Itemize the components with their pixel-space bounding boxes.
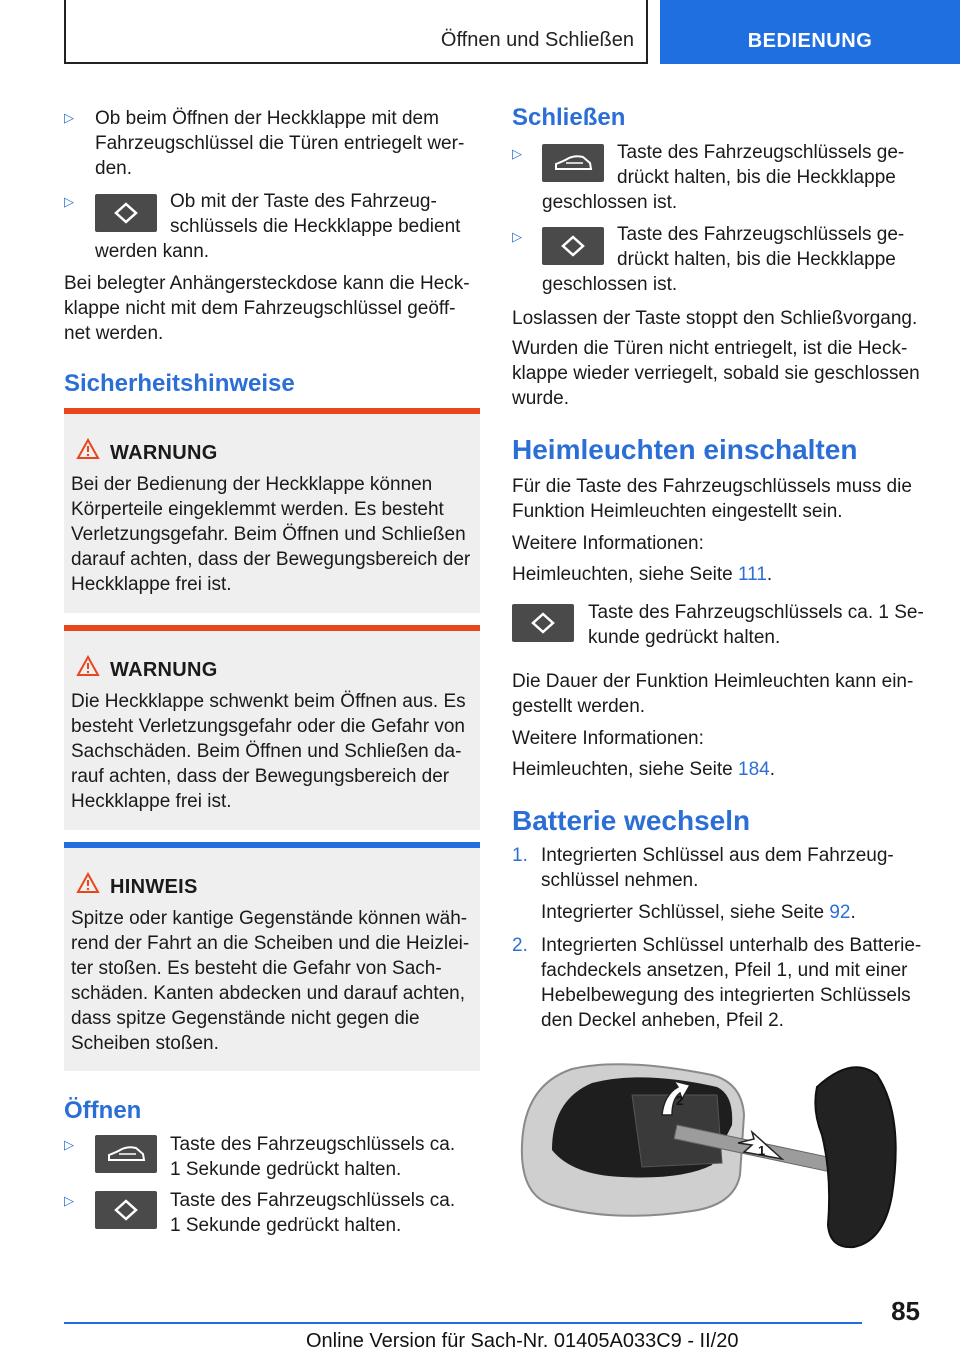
heading-close: Schließen [512,104,626,131]
text-line: Bei der Bedienung der Heckklappe können [71,474,433,495]
step-item [541,933,921,1033]
text-line: schlüssel nehmen. [541,870,699,891]
text-line: klappe nicht mit dem Fahrzeugschlüssel geöff- [64,298,456,319]
text-line: 1 Sekunde gedrückt halten. [170,1159,402,1180]
text-line: Spitze oder kantige Gegenstände können wäh- [71,908,468,929]
diamond-button-icon [542,227,604,265]
text-line: den. [95,158,132,179]
bullet-item [170,189,460,239]
bullet-item [170,1132,455,1182]
text-line: Taste des Fahrzeugschlüssels ca. 1 Se- [588,602,924,623]
text-line: rauf achten, dass der Bewegungsbereich der [71,766,450,787]
text-line: Scheiben stoßen. [71,1033,219,1054]
text-line: ter stoßen. Es besteht die Gefahr von Sach- [71,958,442,979]
heading-homelight: Heimleuchten einschalten [512,434,858,465]
page-link[interactable]: 92 [829,902,851,923]
header-bar [64,0,648,64]
car-button-icon [542,144,604,182]
text-line: Heckklappe frei ist. [71,574,232,595]
text-line: Sachschäden. Beim Öffnen und Schließen da- [71,741,462,762]
text-line: rend der Fahrt an die Scheiben und die Heizlei- [71,933,470,954]
arrow-1-label: 1 [758,1143,766,1158]
text-line: Integrierten Schlüssel aus dem Fahrzeug- [541,845,894,866]
text-line: fachdeckels ansetzen, Pfeil 1, und mit einer [541,960,908,981]
text-line: besteht Verletzungsgefahr oder die Gefahr von [71,716,465,737]
text-line: drückt halten, bis die Heckklappe [617,167,896,188]
text-line: schäden. Kanten abdecken und darauf achten, [71,983,466,1004]
page-reference: Heimleuchten, siehe Seite 184. [512,759,775,780]
page-reference: Heimleuchten, siehe Seite 111. [512,564,773,585]
bullet-triangle-icon: ▷ [512,229,522,244]
text-line: wurde. [512,388,570,409]
diamond-button-icon [95,194,157,232]
text-line: klappe wieder verriegelt, sobald sie geschlossen [512,363,920,384]
text-line: drückt halten, bis die Heckklappe [617,249,896,270]
text-line: Ob mit der Taste des Fahrzeug- [170,191,437,212]
text-line: Bei belegter Anhängersteckdose kann die Heck- [64,273,470,294]
footer-divider [64,1322,862,1324]
paragraph [64,271,470,346]
page-number: 85 [891,1296,920,1326]
step-item [541,843,894,893]
text-line: Integrierten Schlüssel unterhalb des Batterie- [541,935,922,956]
text-line: net werden. [64,323,164,344]
text-line: Körperteile eingeklemmt werden. Es besteht [71,499,444,520]
text-line: gestellt werden. [512,696,646,717]
bullet-item [617,222,904,272]
text-line: Ob beim Öffnen der Heckklappe mit dem [95,108,439,129]
text-line: Verletzungsgefahr. Beim Öffnen und Schließen [71,524,466,545]
bullet-triangle-icon: ▷ [64,110,74,125]
text-line: Für die Taste des Fahrzeugschlüssels muss die [512,476,912,497]
text-line: den Deckel anheben, Pfeil 2. [541,1010,784,1031]
note-box [64,842,480,1071]
key-illustration [512,1055,912,1255]
paragraph [512,336,920,411]
warning-triangle-icon [76,438,100,465]
section-title: Öffnen und Schließen [440,29,634,51]
heading-open: Öffnen [64,1097,142,1124]
note-label: HINWEIS [110,876,198,898]
key-instruction [588,600,924,650]
warning-text [71,472,476,597]
text-line: Taste des Fahrzeugschlüssels ge- [617,142,905,163]
note-text [71,906,476,1056]
text-line: Taste des Fahrzeugschlüssels ca. [170,1190,456,1211]
warning-triangle-icon [76,655,100,682]
text-line: Die Heckklappe schwenkt beim Öffnen aus. Es [71,691,466,712]
text-line: 1 Sekunde gedrückt halten. [170,1215,402,1236]
reference-text: Heimleuchten, siehe Seite [512,564,739,585]
bullet-triangle-icon: ▷ [64,1137,74,1152]
heading-safety: Sicherheitshinweise [64,370,295,397]
page-link[interactable]: 184 [738,759,770,780]
bullet-triangle-icon: ▷ [512,146,522,161]
text-line: werden kann. [95,241,210,262]
warning-box [64,408,480,613]
step-number: 2. [512,935,528,956]
text-line: kunde gedrückt halten. [588,627,781,648]
text-line: Taste des Fahrzeugschlüssels ca. [170,1134,456,1155]
paragraph [512,669,913,719]
bullet-triangle-icon: ▷ [64,194,74,209]
chapter-tab: BEDIENUNG [660,0,960,64]
page-link[interactable]: 111 [738,564,767,585]
step-number: 1. [512,845,528,866]
text-line: Heckklappe frei ist. [71,791,232,812]
text-line: Funktion Heimleuchten eingestellt sein. [512,501,843,522]
arrow-2-label: 2 [676,1093,684,1108]
warning-box [64,625,480,830]
bullet-item [95,106,464,181]
text-line: schlüssels die Heckklappe bedient [170,216,461,237]
diamond-button-icon [512,604,574,642]
online-version-note: Online Version für Sach-Nr. 01405A033C9 - II/20 [306,1330,739,1352]
text-line: Fahrzeugschlüssel die Türen entriegelt wer- [95,133,465,154]
car-button-icon [95,1135,157,1173]
text-line: Taste des Fahrzeugschlüssels ge- [617,224,905,245]
text-line: Wurden die Türen nicht entriegelt, ist die Heck- [512,338,908,359]
text-line: geschlossen ist. [542,274,678,295]
paragraph: Loslassen der Taste stoppt den Schließvorgang. [512,308,918,329]
page-reference: Integrierter Schlüssel, siehe Seite 92. [541,902,856,923]
bullet-item [170,1188,455,1238]
warning-text [71,689,476,814]
paragraph: Weitere Informationen: [512,533,704,554]
text-line: Hebelbewegung des integrierten Schlüssels [541,985,911,1006]
bullet-item [617,140,904,190]
paragraph [512,474,912,524]
warning-label: WARNUNG [110,659,218,681]
diamond-button-icon [95,1191,157,1229]
text-line: Die Dauer der Funktion Heimleuchten kann ein- [512,671,914,692]
heading-battery: Batterie wechseln [512,805,751,836]
reference-text: Heimleuchten, siehe Seite [512,759,739,780]
text-line: geschlossen ist. [542,192,678,213]
warning-label: WARNUNG [110,442,218,464]
caution-triangle-icon [76,872,100,899]
reference-text: Integrierter Schlüssel, siehe Seite [541,902,830,923]
text-line: darauf achten, dass der Bewegungsbereich der [71,549,471,570]
bullet-triangle-icon: ▷ [64,1193,74,1208]
text-line: dass spitze Gegenstände nicht gegen die [71,1008,420,1029]
paragraph: Weitere Informationen: [512,728,704,749]
